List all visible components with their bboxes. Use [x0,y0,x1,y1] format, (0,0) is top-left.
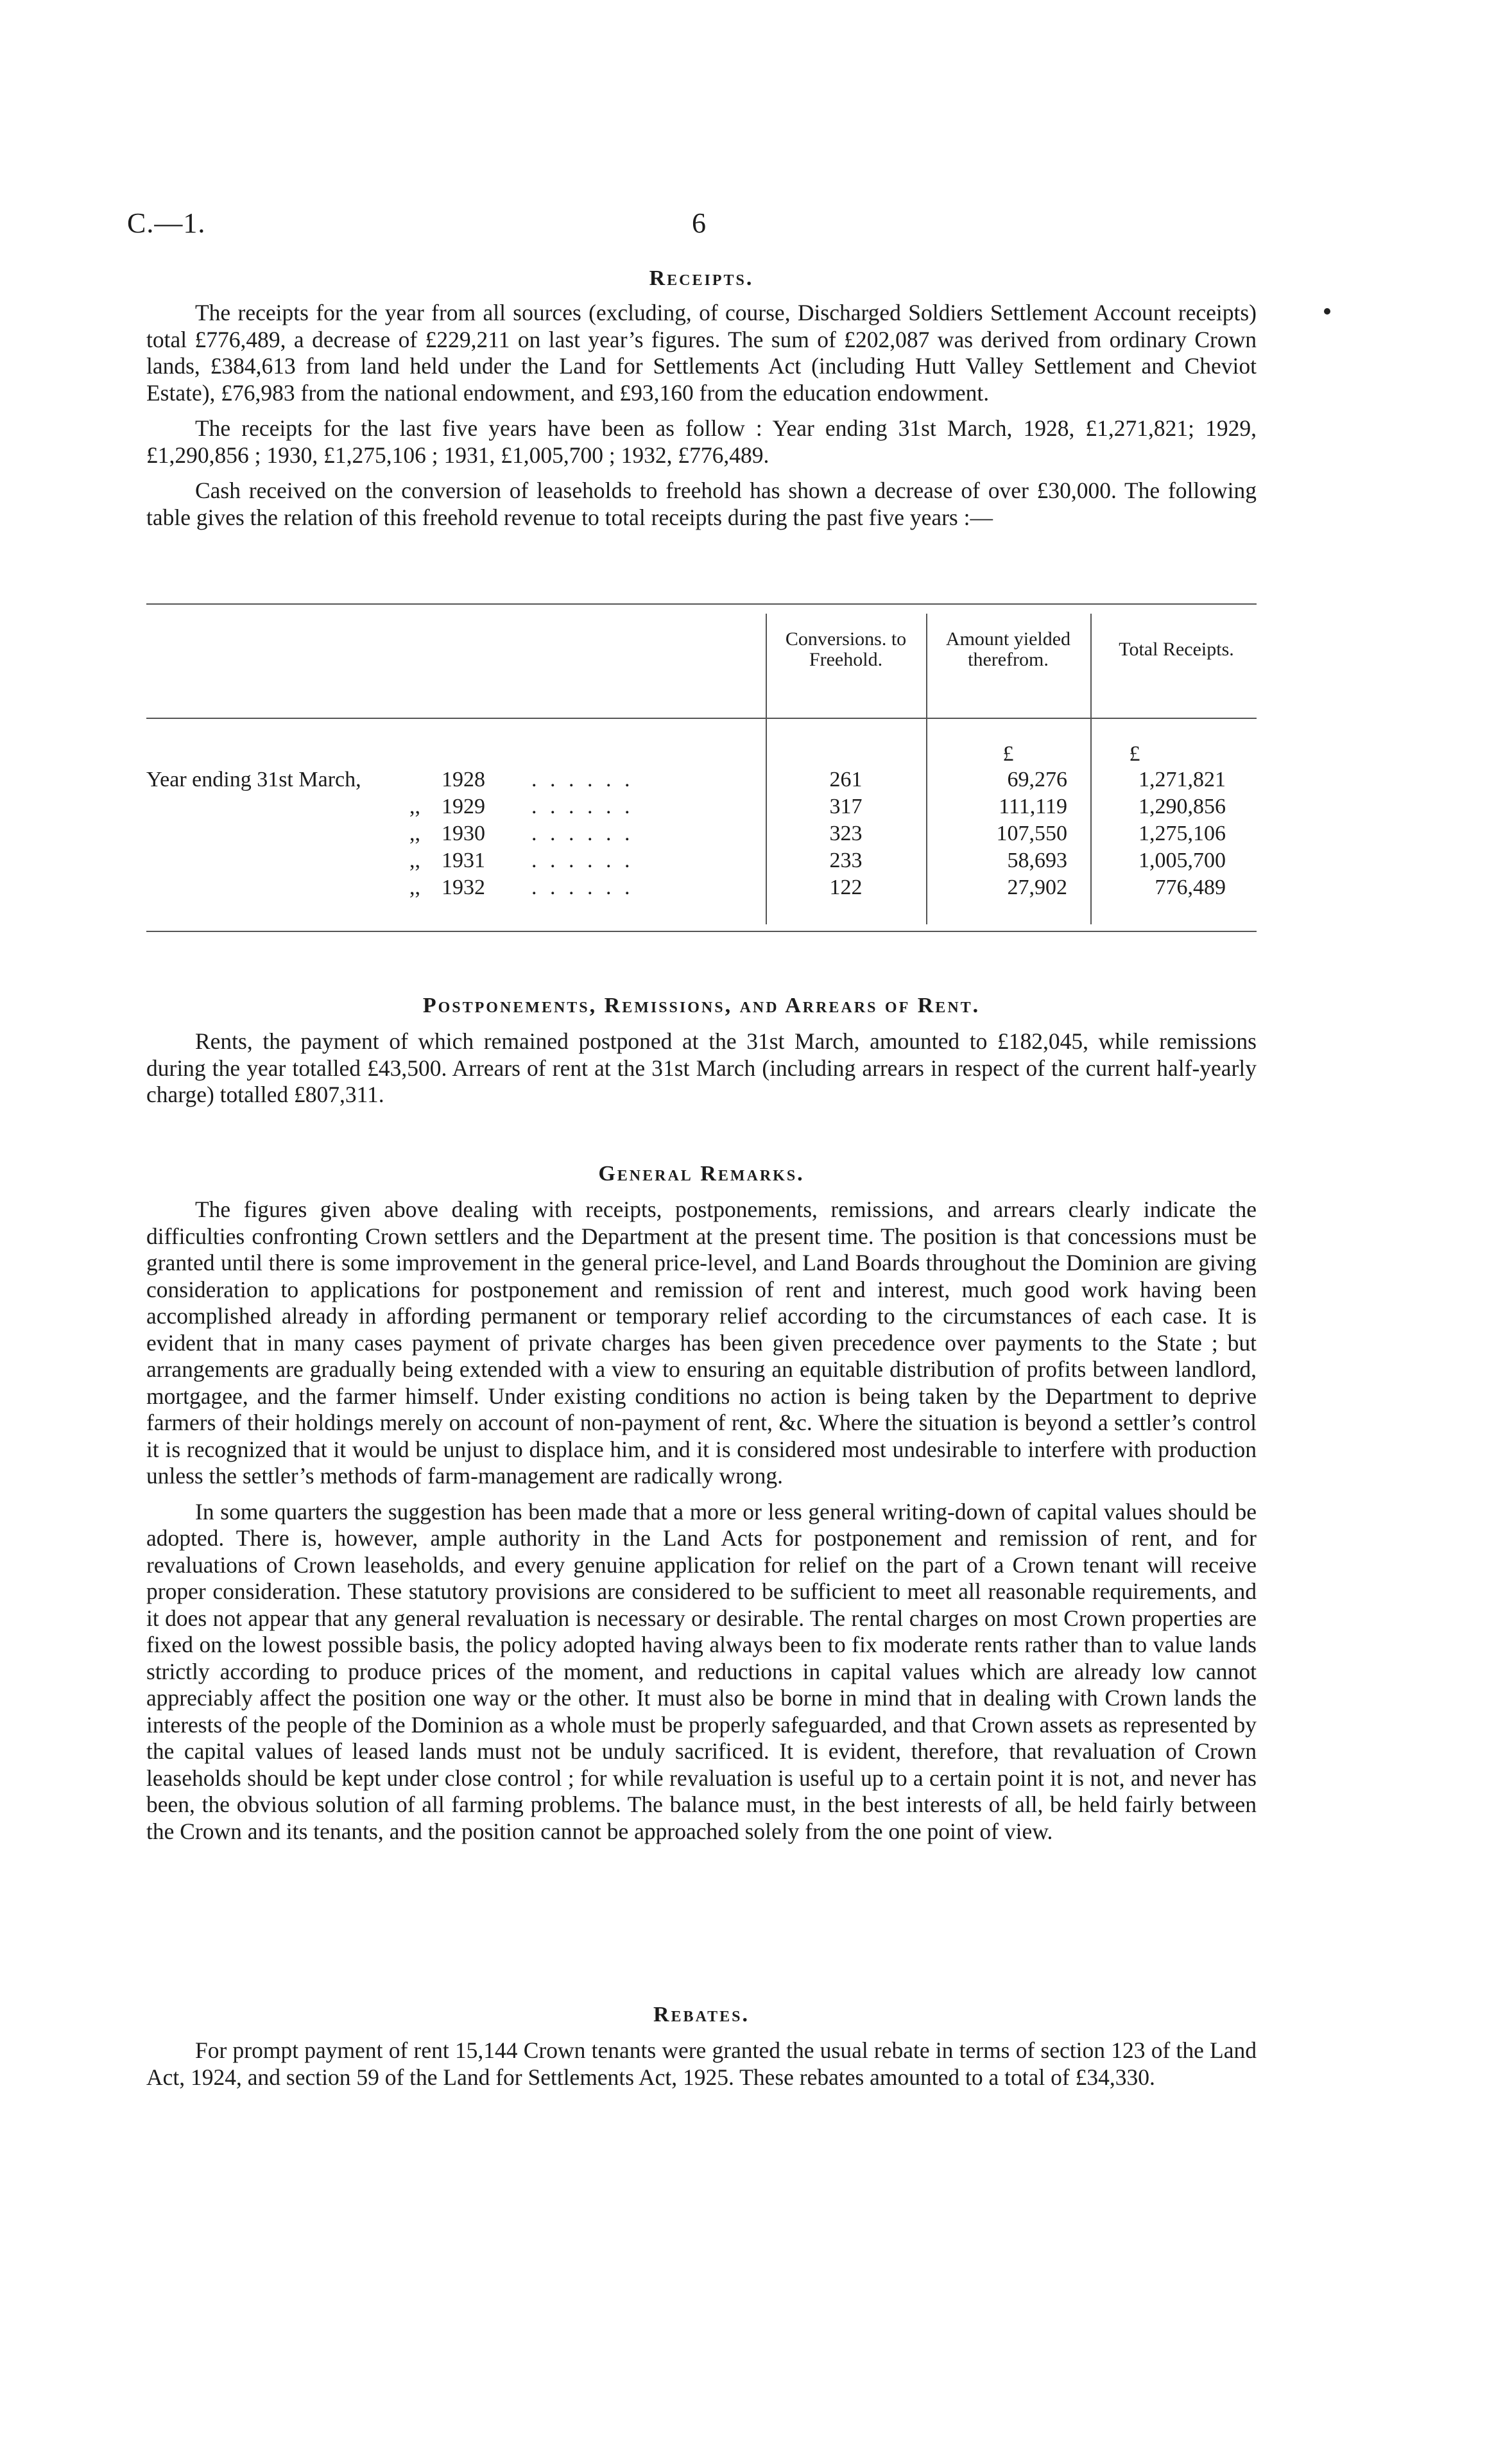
row-leader: . . . . . . [531,876,634,899]
postponements-heading: Postponements, Remissions, and Arrears of Rent. [422,994,981,1017]
receipts-paragraph-1: The receipts for the year from all sources (excluding, of course, Discharged Soldiers Settlement Account receipts) total £776,489, a decrease of £229,211 on last year’s figures. The sum of £202,087 was derived from ordinary Crown lands, £384,613 from land held under the Land for Settlements Act (including Hutt Valley Settlement and Cheviot Estate), £76,983 from the national endowment, and £93,160 from the education endowment. [146,300,1257,406]
margin-dot [1324,308,1330,315]
rebates-heading: Rebates. [653,2003,750,2026]
row-total: 1,290,856 [1138,795,1226,818]
row-amount: 69,276 [1007,768,1067,791]
row-year: 1931 [442,849,485,872]
row-leader: . . . . . . [531,768,634,791]
postponements-section [146,994,1257,1109]
row-year: 1932 [442,876,485,899]
row-amount: 111,119 [999,795,1067,818]
row-conversions: 317 [829,795,863,818]
column-divider [1090,614,1092,924]
general-remarks-section [146,1162,1257,1845]
row-conversions: 233 [829,849,863,872]
row-conversions: 122 [829,876,863,899]
general-remarks-heading: General Remarks. [598,1162,805,1186]
row-label-prefix: Year ending 31st March, [146,768,361,791]
table-bottom-rule [146,931,1257,932]
row-amount: 58,693 [1007,849,1067,872]
general-remarks-paragraph-1: The figures given above dealing with receipts, postponements, remissions, and arrears clearly indicate the difficulties confronting Crown settlers and the Department at the present time. The position is that concessions must be granted until there is some improvement in the general price-level, and Land Boards throughout the Dominion are giving consideration to applications for postponement and remission of rent and interest, much good work having been accomplished already in affording permanent or temporary relief according to the circumstances of each case. It is evident that in many cases payment of private charges has been given precedence over payments to the State ; but arrangements are gradually being extended with a view to ensuring an equitable distribution of profits between landlord, mortgagee, and the farmer himself. Under existing conditions no action is being taken by the Department to deprive farmers of their holdings merely on account of non-payment of rent, &c. Where the situation is beyond a settler’s control it is recognized that it would be unjust to displace him, and it is considered most undesirable to interfere with production unless the settler’s methods of farm-management are radically wrong. [146,1197,1257,1489]
unit-amount: £ [1002,742,1014,766]
column-divider [926,614,927,924]
row-ditto: ,, [409,849,420,872]
row-total: 1,005,700 [1138,849,1226,872]
row-ditto: ,, [409,822,420,845]
table-top-rule [146,603,1257,605]
receipts-paragraph-2: The receipts for the last five years have been as follow : Year ending 31st March, 1928, £1,271,821; 1929, £1,290,856 ; 1930, £1,275,106 ; 1931, £1,005,700 ; 1932, £776,489. [146,415,1257,468]
row-leader: . . . . . . [531,795,634,818]
row-ditto: ,, [409,795,420,818]
document-reference: C.—1. [127,207,206,239]
receipts-heading: Receipts. [649,266,754,290]
general-remarks-paragraph-2: In some quarters the suggestion has been made that a more or less general writing-down of capital values should be adopted. There is, however, ample authority in the Land Acts for postponement and remission of rent, and for revaluations of Crown leaseholds, and every genuine application for relief on the part of a Crown tenant will receive proper consideration. These statutory provisions are considered to be sufficient to meet all reasonable requirements, and it does not appear that any general revaluation is necessary or desirable. The rental charges on most Crown properties are fixed on the lowest possible basis, the policy adopted having always been to fix moderate rents rather than to value lands strictly according to produce prices of the moment, and reductions in capital values which are already low cannot appreciably affect the position one way or the other. It must also be borne in mind that in dealing with Crown lands the interests of the people of the Dominion as a whole must be properly safeguarded, and that Crown assets as represented by the capital values of leased lands must not be unduly sacrificed. It is evident, therefore, that revaluation of Crown leaseholds should be kept under close control ; for while revaluation is useful up to a certain point it is not, and never has been, the obvious solution of all farming problems. The balance must, in the best interests of all, be held fairly between the Crown and its tenants, and the position cannot be approached solely from the one point of view. [146,1498,1257,1844]
unit-total: £ [1129,742,1140,766]
freehold-revenue-table [146,603,1257,937]
rebates-paragraph-1: For prompt payment of rent 15,144 Crown tenants were granted the usual rebate in terms of section 123 of the Land Act, 1924, and section 59 of the Land for Settlements Act, 1925. These rebates amounted to a total of £34,330. [146,2037,1257,2090]
header-conversions: Conversions. to Freehold. [785,628,907,670]
row-total: 776,489 [1155,876,1226,899]
row-year: 1928 [442,768,485,791]
row-conversions: 261 [829,768,863,791]
row-leader: . . . . . . [531,822,634,845]
row-amount: 107,550 [996,822,1067,845]
row-amount: 27,902 [1007,876,1067,899]
row-total: 1,271,821 [1138,768,1226,791]
row-year: 1930 [442,822,485,845]
header-amount: Amount yielded therefrom. [945,628,1071,670]
row-ditto: ,, [409,876,420,899]
receipts-section [146,266,1257,531]
postponements-paragraph-1: Rents, the payment of which remained postponed at the 31st March, amounted to £182,045, while remissions during the year totalled £43,500. Arrears of rent at the 31st March (including arrears in respect of the current half-yearly charge) totalled £807,311. [146,1028,1257,1107]
page-number: 6 [692,207,706,239]
header-total: Total Receipts. [1119,639,1234,660]
receipts-paragraph-3: Cash received on the conversion of leaseholds to freehold has shown a decrease of over £30,000. The following table gives the relation of this freehold revenue to total receipts during the past five years :— [146,478,1257,530]
rebates-section [146,2003,1257,2091]
row-total: 1,275,106 [1138,822,1226,845]
row-year: 1929 [442,795,485,818]
row-leader: . . . . . . [531,849,634,872]
column-divider [766,614,767,924]
row-conversions: 323 [829,822,863,845]
